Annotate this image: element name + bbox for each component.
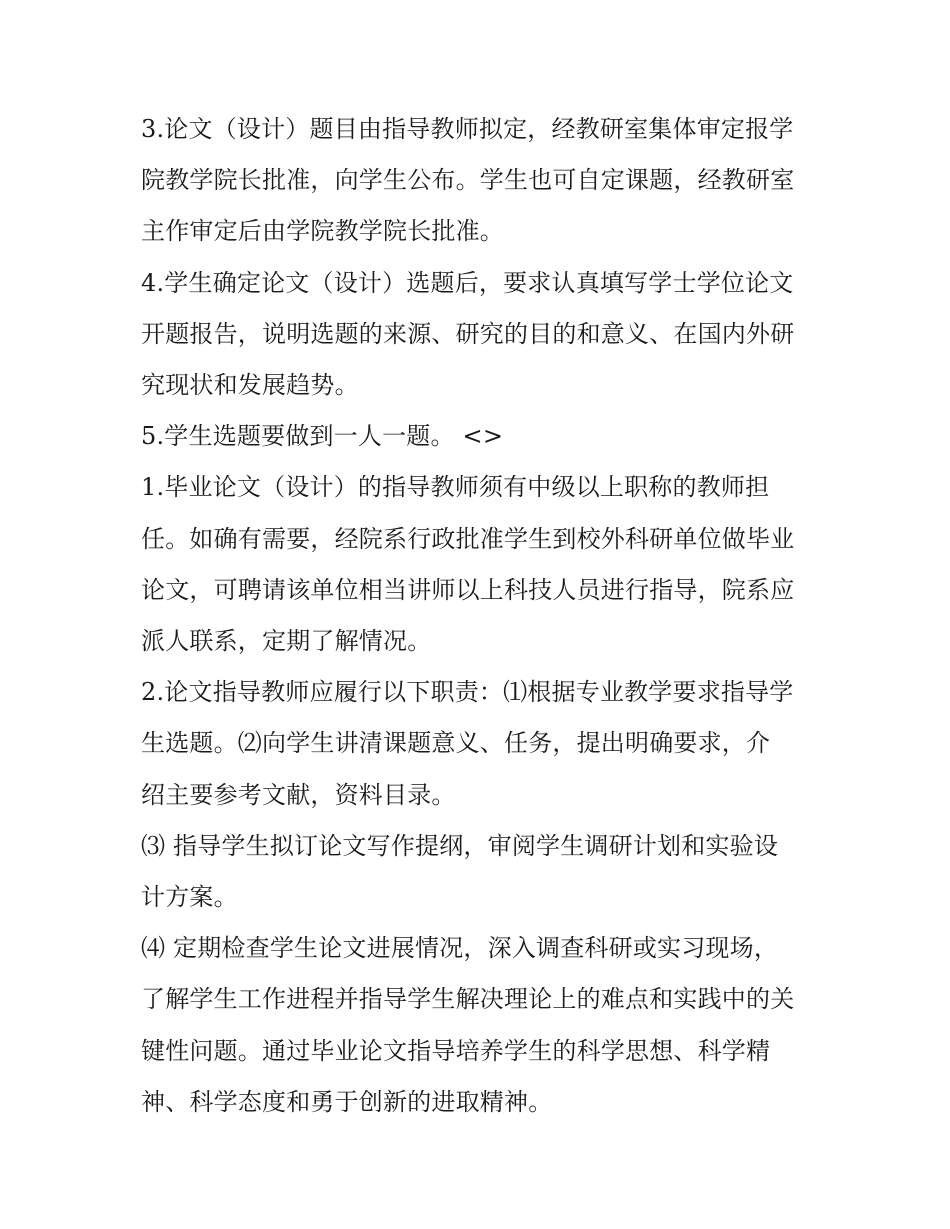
text-line: 院教学院长批准，向学生公布。学生也可自定课题，经教研室 [141,166,795,195]
text-line: 了解学生工作进程并指导学生解决理论上的难点和实践中的关 [141,985,795,1014]
paragraph-duty-outline [141,821,813,923]
paragraph-advisor-qualification [141,462,813,667]
text-line: 3.论文（设计）题目由指导教师拟定，经教研室集体审定报学 [141,115,794,143]
text-line: 开题报告，说明选题的来源、研究的目的和意义、在国内外研 [141,319,795,348]
paragraph-proposal-report [141,258,813,412]
paragraph-topic-assignment [141,104,813,258]
text-line: 任。如确有需要，经院系行政批准学生到校外科研单位做毕业 [141,524,795,553]
text-line: 论文，可聘请该单位相当讲师以上科技人员进行指导，院系应 [141,575,795,604]
text-line: 派人联系，定期了解情况。 [141,627,432,656]
text-line: 主作审定后由学院教学院长批准。 [141,217,504,246]
text-line: 生选题。⑵向学生讲清课题意义、任务，提出明确要求，介 [141,729,771,758]
paragraph-one-topic-rule [141,411,813,462]
paragraph-duty-progress-check [141,923,813,1128]
text-line: 绍主要参考文献，资料目录。 [141,780,456,809]
text-line: 5.学生选题要做到一人一题。 <> [141,422,504,451]
text-line: 键性问题。通过毕业论文指导培养学生的科学思想、科学精 [141,1036,771,1065]
paragraph-advisor-duties [141,667,813,821]
text-line: 1.毕业论文（设计）的指导教师须有中级以上职称的教师担 [141,473,770,502]
document-body [141,104,813,1128]
text-line: ⑷ 定期检查学生论文进展情况，深入调查科研或实习现场， [141,934,779,963]
text-line: 神、科学态度和勇于创新的进取精神。 [141,1087,553,1116]
text-line: ⑶ 指导学生拟订论文写作提纲，审阅学生调研计划和实验设 [141,831,779,860]
text-line: 2.论文指导教师应履行以下职责：⑴根据专业教学要求指导学 [141,678,794,707]
text-line: 究现状和发展趋势。 [141,371,359,400]
text-line: 计方案。 [141,883,238,912]
text-line: 4.学生确定论文（设计）选题后，要求认真填写学士学位论文 [141,268,794,297]
